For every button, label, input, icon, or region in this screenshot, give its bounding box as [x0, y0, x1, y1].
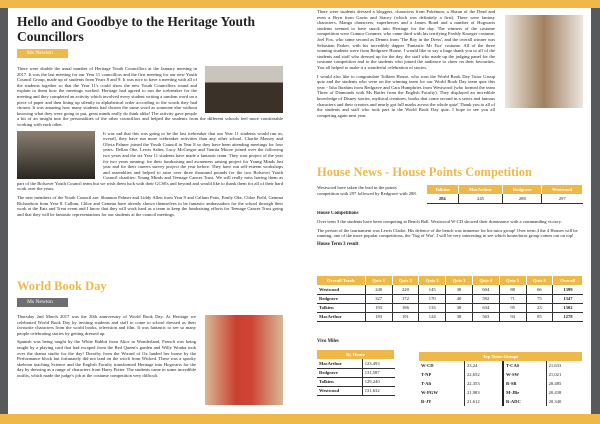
table-row	[419, 397, 583, 406]
table-row	[419, 388, 583, 397]
table-cell: 88	[499, 285, 526, 294]
article-body	[17, 314, 196, 412]
table-cell: 288	[503, 194, 542, 203]
table-cell: W-CD	[419, 361, 465, 370]
table-cell: 20,438	[548, 390, 562, 395]
table-cell: Tolkien	[317, 377, 362, 386]
author-badge: Ms Newton	[17, 298, 68, 307]
table-cell: Westwood	[317, 285, 365, 294]
table-row	[317, 294, 583, 303]
table-cell: T-NP	[419, 370, 465, 379]
table-cell: Quiz 3	[419, 276, 446, 285]
table-cell: MacArthur	[458, 185, 503, 194]
table-cell: MacArthur	[317, 359, 362, 368]
article-paragraph: Spanish was being taught by the White Rabbit from Alice in Wonderland, French was being taught by a playing card that had escaped from the Red Queen's garden and Willy Wonka took over the drama studio for the day! Dorothy from the Wizard of Oz landed her house by the Performance block but fortunately did not land on the witch from Wicked. There was a spooky skeleton teaching Science and the English Faculty transformed Heritage into Hogwarts for the day by dressing as a range of characters from Harry Potter. The students came in some incredible outfits, which made the judge's job at the costume competition very difficult.	[17, 339, 196, 378]
table-cell: 21,612	[465, 397, 504, 406]
table-cell: 604	[472, 285, 499, 294]
article-title: Hello and Goodbye to the Heritage Youth Councillors	[17, 14, 255, 44]
table-cell: 20,485	[548, 381, 562, 386]
table-cell: Redgrave	[317, 368, 362, 377]
article-paragraph: The person of the tournament was Lewis Clarke. His defence of the bench was immense for his tutor group! Over term 4 the 4 Houses will be running, one of the more popular competitions, the 'Tug of War'. I will be very interesting to see which house/tutor group comes out on top!	[317, 227, 578, 239]
table-cell: R-SB	[503, 379, 546, 388]
vivo-by-house-table	[317, 350, 395, 396]
table-cell: 23	[526, 303, 553, 312]
table-cell: 327	[365, 294, 392, 303]
table-row	[317, 368, 395, 377]
table-cell: MacArthur	[317, 312, 365, 321]
article-paragraph: There were students dressed a bloggers, characters from Pokémon, a Shaun of the Dead and even a Bryn from Gavin and Stacey (which was definitely a first). There were fantasy characters, Manga characters, superheroes and a James Bond and a number of Hogwarts students seemed to have snuck into Heritage for the day. The winners of the costume competition were Connor Creamer, who came third with his terrifying Freddy Krueger costume, Joel Fox, who came second as Dennis from 'The Boy in the Dress', and the overall winner was Sebastian Parker, with his incredibly dapper 'Fantastic Mr Fox' costume. All of the three winning students were from Redgrave House. I would like to say a huge thank you to all of the students and staff who dressed up for the day, the staff who made up the judging panel for the costume competition and to the students who joined the audience to cheer on their favourites. You all helped to make it a wonderful celebration of stories.	[317, 9, 495, 70]
table-row	[317, 303, 583, 312]
table-cell: T-CAS	[503, 361, 546, 370]
table-cell: 21,021	[548, 372, 562, 377]
house-intro: Westwood have taken the lead in the points competition with 297 followed by Redgrave with 288.	[317, 185, 417, 196]
table-cell: Quiz 5	[499, 276, 526, 285]
table-cell: 85	[526, 312, 553, 321]
table-cell: 38	[446, 312, 473, 321]
table-cell: 71	[499, 294, 526, 303]
table-cell: 123,493	[362, 359, 394, 368]
table-cell: 124	[419, 312, 446, 321]
table-cell: Quiz 4	[472, 276, 499, 285]
article-paragraph: Over term 3 the students have been competing at Bench Ball. Westwood W-CD showed their dominance with a commanding victory.	[317, 219, 562, 224]
table-cell: 220	[392, 285, 419, 294]
costume-student-photo	[205, 315, 283, 405]
table-header: Top Tutor Groups	[419, 352, 583, 361]
table-cell: W-SW	[503, 370, 546, 379]
table-cell: T-Ali	[419, 379, 465, 388]
table-cell: 1278	[553, 312, 583, 321]
table-cell: 22,353	[465, 379, 504, 388]
article-paragraph: The new members of the Youth Council are: Shannon Palmer and Liddy Allen from Year 9 and Callum Potts, Emily Oke, Chloe Field, Gemma Richardson from Year 8. Callum, Chloe and Gemma have already shown themselves to be fantastic ambassadors for the school through their work at the Eats and Treat event and I know that they will work hard as a team to keep the fundraising efforts for Teenage Cancer Trust going and that they will be fantastic representations for our students at the council meetings.	[17, 195, 283, 217]
table-cell: Quiz 2	[392, 276, 419, 285]
table-cell: 40	[446, 294, 473, 303]
table-row	[419, 361, 583, 370]
table-cell: 20,340	[548, 399, 562, 404]
table-cell: Overall Totals	[317, 276, 365, 285]
costume-winners-photo	[505, 15, 583, 108]
table-row	[419, 379, 583, 388]
table-cell: 21,633	[548, 363, 562, 368]
table-cell: 193	[365, 303, 392, 312]
table-row	[317, 377, 395, 386]
table-cell: Tolkien	[427, 185, 458, 194]
house-points-table	[427, 185, 583, 204]
table-cell: 563	[472, 312, 499, 321]
table-cell: Westwood	[542, 185, 583, 194]
table-row	[317, 359, 395, 368]
subheading: House Competitions	[317, 211, 359, 216]
table-cell: 22,652	[465, 370, 504, 379]
table-row	[317, 312, 583, 321]
subheading: Vivo Miles	[317, 339, 339, 344]
table-cell: 191	[392, 312, 419, 321]
article-body	[317, 9, 583, 159]
table-cell: 66	[526, 285, 553, 294]
table-cell: 1399	[553, 285, 583, 294]
table-cell: Westwood	[317, 386, 362, 395]
table-cell: Quiz 6	[526, 276, 553, 285]
table-cell: 94	[499, 312, 526, 321]
section-title: House News - House Points Competition	[317, 165, 532, 179]
table-cell: 186	[392, 303, 419, 312]
table-row	[419, 370, 583, 379]
table-cell: R-JY	[419, 397, 465, 406]
term-results-table	[317, 276, 583, 322]
table-cell: 172	[392, 294, 419, 303]
table-header: By House	[317, 350, 395, 359]
top-band	[0, 0, 600, 8]
table-cell: 38	[446, 303, 473, 312]
house-competitions	[317, 211, 583, 273]
table-cell: Quiz 1	[365, 276, 392, 285]
table-cell: Tolkien	[317, 303, 365, 312]
table-cell: 284	[427, 194, 458, 203]
right-page-edge	[591, 8, 600, 414]
top-tutor-groups-table	[419, 352, 583, 406]
table-cell: 21,983	[465, 388, 504, 397]
table-cell: 131,632	[362, 386, 394, 395]
table-cell: Quiz 3	[446, 276, 473, 285]
bottom-band	[0, 414, 600, 424]
table-cell: 1302	[553, 303, 583, 312]
article-paragraph: There were double the usual number of Heritage Youth Councillors at the January meeting in 2017. It was the last meeting for our Year 11 councillors and the first meeting for our new Youth Council Group, made up of students from Years 8 and 9. It was nice to have a meeting with all of the students together so that the Year 11's could show the new Youth Councillors round and explain to them how the meetings worked. Heritage had agreed to run the icebreaker for the meeting and they completed an activity which involved every student writing a random word on a piece of paper and then lining up silently in alphabetical order according to the words they had chosen. It was amazing how many students had chosen the same word as someone else without knowing what they were going to put, great minds really do think alike! The activity gave people a bit of an insight into the personalities of the other councillors and helped the students from the different schools feel more comfortable working with each other.	[17, 66, 283, 127]
table-cell: 240	[365, 285, 392, 294]
table-cell: 38	[446, 285, 473, 294]
year11-students-photo	[17, 131, 95, 179]
table-cell: 183	[365, 312, 392, 321]
table-cell: 1347	[553, 294, 583, 303]
table-cell: M-JBe	[503, 388, 546, 397]
section-title: World Book Day	[17, 279, 107, 293]
table-cell: 133	[419, 303, 446, 312]
author-badge: Ms Newton	[17, 49, 68, 58]
table-cell: W-PGW	[419, 388, 465, 397]
table-cell: 131,587	[362, 368, 394, 377]
table-cell: 23,24	[465, 361, 504, 370]
article-paragraph: Thursday 2nd March 2017 was the 20th anniversary of World Book Day. At Heritage we celebrated World Book Day by inviting students and staff to come to school dressed as their favourite characters from the world books, television and film. It was fantastic to see so many people celebrating stories by getting dressed up.	[17, 314, 196, 336]
table-cell: 634	[472, 303, 499, 312]
table-cell: 297	[542, 194, 583, 203]
table-cell: 129,240	[362, 377, 394, 386]
table-cell: 592	[472, 294, 499, 303]
table-row	[317, 386, 395, 395]
table-cell: Redgrave	[317, 294, 365, 303]
article-paragraph: I would also like to congratulate Tolkien House, who won the World Book Day Tutor Group quiz and the students who were on the winning team for our World Book Day team quiz this year - Isha Ibrahim from Redgrave and Cara Humphries from Westwood (who formed the team Three of Diamonds with Ms Butler from the English Faculty). They displayed an incredible knowledge of Disney stories, mythical creatures, books that come second in a series and famous characters and their creators and nearly got full marks across the whole quiz! Thank you to all of the students and staff who took part in the World Book Day quiz. I hope to see you all competing again next year.	[317, 73, 495, 118]
article-body	[17, 66, 283, 272]
article-paragraph: It was sad that this was going to be the last icebreaker that our Year 11 students would run as, overall, they have run more icebreaker activities than any other school. Charlie Massey and Olivia Palmer joined the Youth Council in Year 8 so they have been attending meetings for four years. Dellan Oke, Lewis Salter, Lucy McGregor and Tanitia Moore joined over the following two years and the six Year 11 students have made a fantastic team. They won project of the year for two years running: for their fundraising and awareness raising project for Young Minds last year and for their careers survey project the year before. They have run self-esteem workshops and assemblies and helped to raise over three thousand pounds for the two Bolsover Youth Council charities: Young Minds and Teenage Cancer Trust. We will really miss having them as part of the Bolsover Youth Council team but we wish them luck with their GCSEs and beyond and would like to thank them for all of their hard work over the years.	[17, 130, 283, 192]
table-cell: Overall	[553, 276, 583, 285]
table-cell: 245	[458, 194, 503, 203]
table-cell: R-ADC	[503, 397, 546, 406]
table-cell: 75	[526, 294, 553, 303]
subheading: House Term 3 result	[317, 241, 359, 247]
table-cell: Redgrave	[503, 185, 542, 194]
table-row	[317, 285, 583, 294]
table-cell: 145	[419, 285, 446, 294]
table-cell: 95	[499, 303, 526, 312]
left-page-edge	[0, 8, 8, 414]
councillors-group-photo	[205, 66, 283, 113]
table-cell: 170	[419, 294, 446, 303]
